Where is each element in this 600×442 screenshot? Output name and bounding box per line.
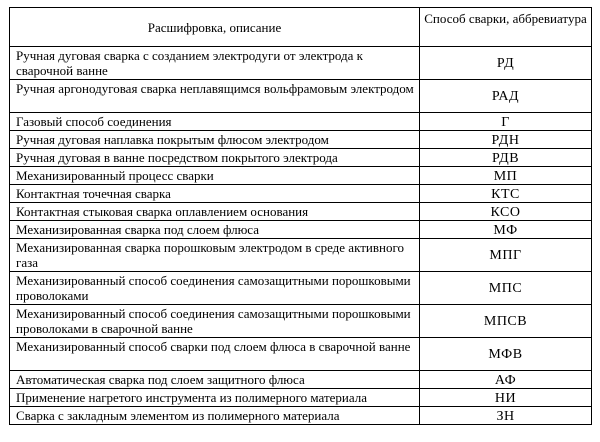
row-description: Ручная дуговая наплавка покрытым флюсом электродом (10, 131, 420, 149)
row-abbreviation: РД (420, 47, 592, 80)
row-description: Ручная аргонодуговая сварка неплавящимся вольфрамовым электродом (10, 80, 420, 113)
row-abbreviation: АФ (420, 371, 592, 389)
row-description: Механизированный способ соединения самозащитными порошковыми проволоками (10, 272, 420, 305)
table-row (10, 389, 592, 407)
row-description: Механизированный способ соединения самозащитными порошковыми проволоками в сварочной ванне (10, 305, 420, 338)
table-row (10, 149, 592, 167)
row-abbreviation: РДВ (420, 149, 592, 167)
row-description: Сварка с закладным элементом из полимерного материала (10, 407, 420, 425)
row-abbreviation: НИ (420, 389, 592, 407)
row-description: Контактная стыковая сварка оплавлением основания (10, 203, 420, 221)
header-description: Расшифровка, описание (10, 8, 420, 47)
table-row (10, 113, 592, 131)
header-abbreviation: Способ сварки, аббревиатура (420, 8, 592, 47)
row-description: Механизированная сварка порошковым электродом в среде активного газа (10, 239, 420, 272)
row-description: Контактная точечная сварка (10, 185, 420, 203)
table-row (10, 371, 592, 389)
table-row (10, 239, 592, 272)
table-row (10, 407, 592, 425)
row-description: Газовый способ соединения (10, 113, 420, 131)
row-description: Применение нагретого инструмента из полимерного материала (10, 389, 420, 407)
row-description: Автоматическая сварка под слоем защитного флюса (10, 371, 420, 389)
table-row (10, 272, 592, 305)
row-description: Механизированный процесс сварки (10, 167, 420, 185)
row-abbreviation: МПГ (420, 239, 592, 272)
row-description: Ручная дуговая сварка с созданием электродуги от электрода к сварочной ванне (10, 47, 420, 80)
table-row (10, 185, 592, 203)
welding-methods-table-container (9, 7, 591, 425)
row-abbreviation: КСО (420, 203, 592, 221)
row-description: Механизированный способ сварки под слоем флюса в сварочной ванне (10, 338, 420, 371)
row-abbreviation: МПС (420, 272, 592, 305)
row-abbreviation: МП (420, 167, 592, 185)
table-row (10, 47, 592, 80)
welding-methods-table (9, 7, 592, 425)
row-abbreviation: КТС (420, 185, 592, 203)
row-abbreviation: РДН (420, 131, 592, 149)
row-abbreviation: МПСВ (420, 305, 592, 338)
row-abbreviation: ЗН (420, 407, 592, 425)
row-abbreviation: РАД (420, 80, 592, 113)
table-row (10, 221, 592, 239)
table-row (10, 131, 592, 149)
row-abbreviation: МФ (420, 221, 592, 239)
table-row (10, 167, 592, 185)
table-row (10, 305, 592, 338)
table-row (10, 203, 592, 221)
table-header-row (10, 8, 592, 47)
table-row (10, 80, 592, 113)
row-description: Механизированная сварка под слоем флюса (10, 221, 420, 239)
row-abbreviation: Г (420, 113, 592, 131)
table-row (10, 338, 592, 371)
row-description: Ручная дуговая в ванне посредством покрытого электрода (10, 149, 420, 167)
row-abbreviation: МФВ (420, 338, 592, 371)
